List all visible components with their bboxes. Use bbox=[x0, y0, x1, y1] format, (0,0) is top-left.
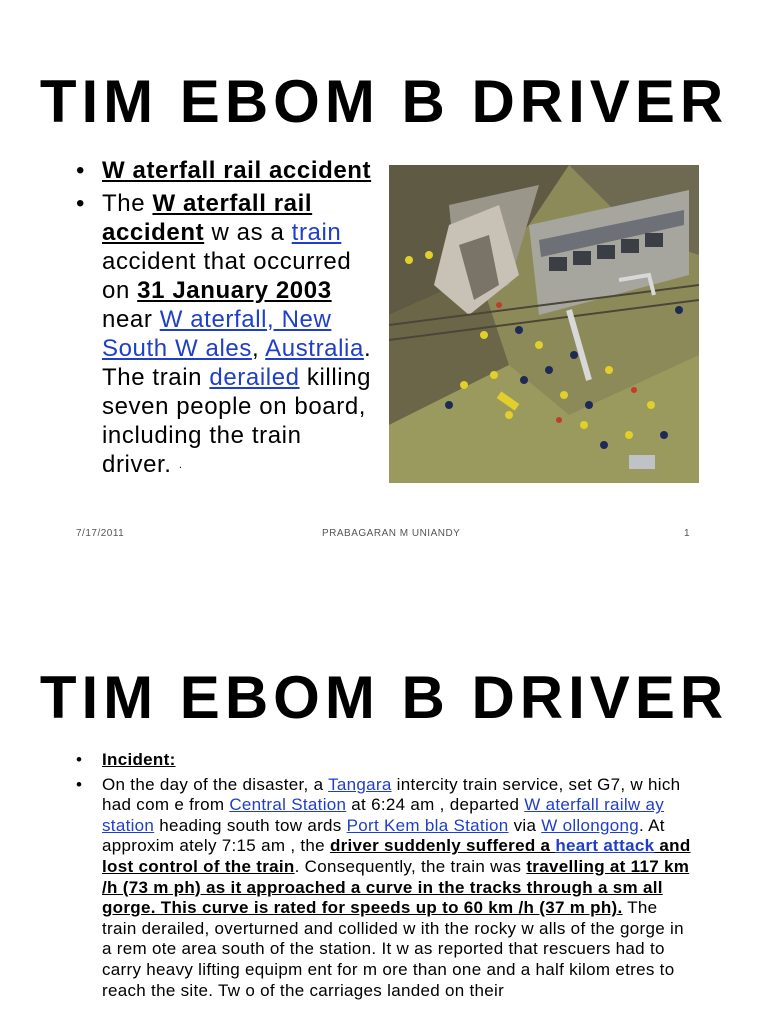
bullet-dot-icon: • bbox=[76, 190, 86, 217]
link-train[interactable]: train bbox=[291, 219, 342, 246]
text: . At approxim ately 7:15 am , the bbox=[102, 815, 665, 856]
footer-author: PRABAGARAN M UNIANDY bbox=[322, 528, 461, 539]
link-wollongong[interactable]: W ollongong bbox=[541, 815, 640, 835]
bullet-dot-icon: • bbox=[76, 750, 83, 769]
text: via bbox=[508, 815, 542, 835]
emphasis-text: and lost control of the train bbox=[102, 836, 691, 876]
text: near bbox=[102, 306, 160, 333]
text: The bbox=[102, 190, 153, 217]
accident-date: 31 January 2003 bbox=[137, 277, 332, 304]
footer-page-number: 1 bbox=[684, 528, 691, 539]
link-derailed[interactable]: derailed bbox=[209, 364, 300, 391]
link-australia[interactable]: Australia bbox=[265, 335, 364, 362]
slide-title: TIM EBOM B DRIVER bbox=[39, 664, 729, 731]
bullet-item bbox=[76, 189, 376, 480]
bullet-list bbox=[76, 156, 376, 484]
text: heading south tow ards bbox=[154, 815, 347, 835]
text: . The train bbox=[102, 335, 372, 391]
bullet-list bbox=[76, 750, 696, 1005]
bullet-heading: W aterfall rail accident bbox=[102, 157, 372, 184]
text: , bbox=[251, 335, 266, 362]
accident-photo bbox=[389, 165, 699, 483]
text: On the day of the disaster, a bbox=[102, 774, 329, 794]
text: . Consequently, the train was bbox=[294, 856, 527, 876]
bullet-dot-icon: • bbox=[76, 774, 83, 794]
bullet-item bbox=[76, 156, 376, 185]
bullet-dot-icon: • bbox=[76, 157, 86, 184]
text: The train derailed, overturned and collided w ith the rocky w alls of the gorge in a rem ote area south of the station. It w as reported that rescuers had to carry heavy lifting equipm ent for m ore than one and a half kilom etres to reach the site. Tw o of the carriages landed on their bbox=[102, 898, 684, 1000]
link-port-kembla-station[interactable]: Port Kem bla Station bbox=[346, 815, 509, 835]
accident-name: W aterfall rail accident bbox=[102, 190, 313, 246]
text: at 6:24 am , departed bbox=[346, 795, 525, 815]
link-waterfall[interactable]: W aterfall, New South W ales bbox=[102, 306, 332, 362]
text: . bbox=[178, 459, 183, 472]
text: intercity train service, set G7, w hich had com e from bbox=[102, 774, 681, 815]
bullet-item bbox=[76, 775, 696, 1002]
slide-title: TIM EBOM B DRIVER bbox=[39, 68, 729, 135]
bullet-item bbox=[76, 750, 696, 771]
text: killing seven people on board, including the train driver. bbox=[102, 364, 372, 478]
text: accident that occurred on bbox=[102, 248, 352, 304]
text: w as a bbox=[204, 219, 292, 246]
slide-2 bbox=[0, 560, 768, 1024]
emphasis-text: driver suddenly suffered a bbox=[329, 836, 556, 856]
footer-date: 7/17/2011 bbox=[76, 528, 125, 539]
link-central-station[interactable]: Central Station bbox=[229, 795, 347, 815]
link-waterfall-station[interactable]: W aterfall railw ay station bbox=[102, 795, 665, 835]
bullet-heading: Incident: bbox=[102, 750, 176, 769]
link-heart-attack[interactable]: heart attack bbox=[555, 836, 655, 856]
link-tangara[interactable]: Tangara bbox=[328, 774, 392, 794]
emphasis-text: travelling at 117 km /h (73 m ph) as it approached a curve in the tracks through a sm all gorge. This curve is rated for speeds up to 60 km /h (37 m ph). bbox=[102, 856, 690, 918]
